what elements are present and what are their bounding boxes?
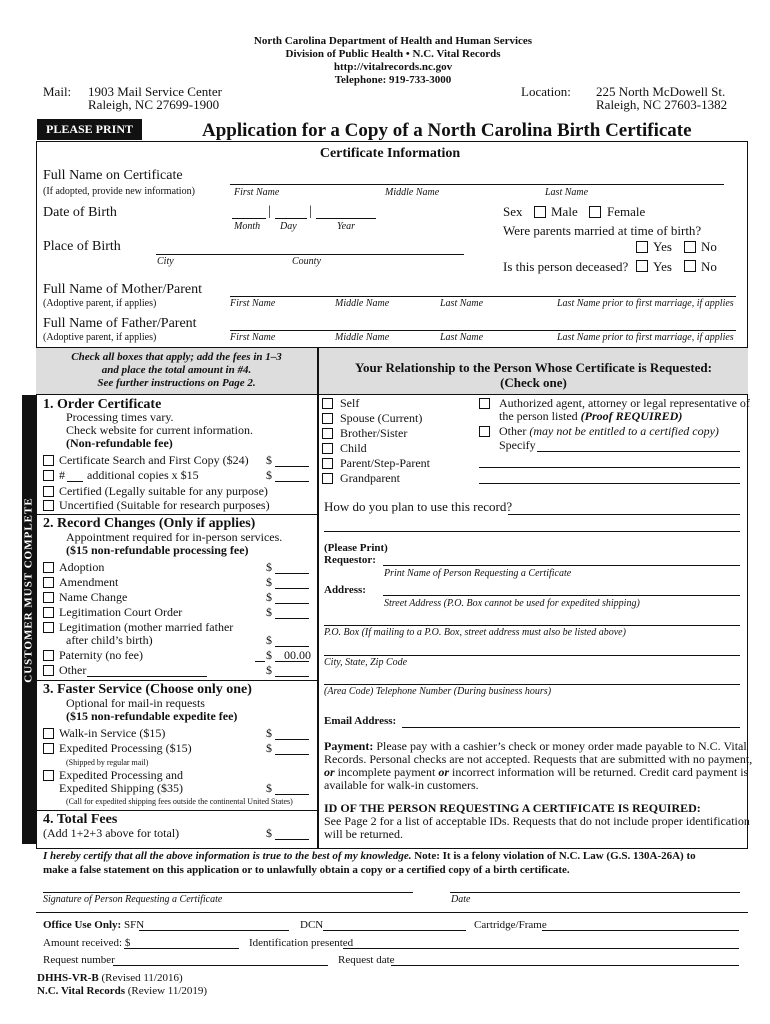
payment-text-4: available for walk-in customers. bbox=[324, 778, 479, 792]
county-hint: County bbox=[292, 256, 321, 267]
relationship-heading-bottom bbox=[319, 394, 748, 395]
name-change-dollar: $ bbox=[266, 590, 272, 604]
full-name-input[interactable] bbox=[230, 184, 724, 185]
payment-text-2: Records. Personal checks are not accepted. Requests that are submitted with no payment, bbox=[324, 752, 753, 766]
dob-year-input[interactable] bbox=[316, 218, 376, 219]
record-note-1: Appointment required for in-person services. bbox=[66, 530, 283, 544]
rel-sibling-checkbox[interactable] bbox=[322, 428, 333, 439]
rel-spouse-checkbox[interactable] bbox=[322, 413, 333, 424]
total-fees-amount[interactable] bbox=[275, 839, 309, 840]
amendment-checkbox[interactable] bbox=[43, 577, 54, 588]
deceased-yes-checkbox[interactable] bbox=[636, 260, 648, 272]
sfn-input[interactable] bbox=[139, 930, 289, 931]
please-print-badge: PLEASE PRINT bbox=[37, 119, 142, 140]
name-change-amount[interactable] bbox=[275, 603, 309, 604]
expedited-processing-amount[interactable] bbox=[275, 754, 309, 755]
id-text-2: will be returned. bbox=[324, 827, 403, 841]
deceased-question: Is this person deceased? bbox=[503, 259, 629, 274]
payment-or-2: or bbox=[438, 765, 449, 779]
pobox-input[interactable] bbox=[324, 625, 740, 626]
office-line-1 bbox=[43, 919, 144, 932]
middle-name-hint: Middle Name bbox=[385, 187, 440, 198]
father-first-hint: First Name bbox=[230, 332, 276, 343]
adoption-label: Adoption bbox=[59, 560, 105, 574]
legitimation-checkbox[interactable] bbox=[43, 622, 54, 633]
record-use-line-2[interactable] bbox=[324, 531, 740, 532]
amendment-label: Amendment bbox=[59, 575, 119, 589]
requestor-name-hint: Print Name of Person Requesting a Certificate bbox=[384, 568, 572, 579]
city-hint: City bbox=[157, 256, 174, 267]
other-change-input[interactable] bbox=[87, 676, 207, 677]
rel-self-checkbox[interactable] bbox=[322, 398, 333, 409]
mother-last-prior-hint: Last Name prior to first marriage, if applies bbox=[557, 298, 734, 309]
mother-name-input[interactable] bbox=[230, 296, 736, 297]
married-no-label: No bbox=[701, 239, 717, 254]
mother-first-hint: First Name bbox=[230, 298, 276, 309]
form-revised: (Revised 11/2016) bbox=[98, 972, 183, 984]
id-text-1: See Page 2 for a list of acceptable IDs. Requests that do not include proper identification bbox=[324, 814, 750, 828]
female-label: Female bbox=[607, 204, 646, 219]
last-name-hint: Last Name bbox=[545, 187, 589, 198]
certificate-info-heading: Certificate Information bbox=[319, 146, 461, 161]
total-fees-heading: 4. Total Fees bbox=[43, 812, 118, 827]
rel-agent-proof: (Proof REQUIRED) bbox=[580, 409, 683, 423]
dept-name: North Carolina Department of Health and Human Services bbox=[253, 35, 533, 47]
deceased-yes-label: Yes bbox=[653, 259, 672, 274]
rel-agent-text: the person listed bbox=[499, 409, 581, 423]
id-presented-input[interactable] bbox=[343, 948, 739, 949]
rel-grandparent-checkbox[interactable] bbox=[322, 473, 333, 484]
total-fees-note: (Add 1+2+3 above for total) bbox=[43, 826, 180, 840]
mother-note: (Adoptive parent, if applies) bbox=[43, 298, 157, 309]
request-number-input[interactable] bbox=[113, 965, 328, 966]
order-heading: 1. Order Certificate bbox=[43, 397, 162, 412]
other-change-dollar: $ bbox=[266, 663, 272, 677]
copies-count-input[interactable] bbox=[67, 481, 83, 482]
request-date-input[interactable] bbox=[391, 965, 739, 966]
certify-line-2: make a false statement on this application or to unlawfully obtain a copy or a certified copy of a birth certificate. bbox=[43, 864, 570, 876]
order-note-1: Processing times vary. bbox=[66, 410, 174, 424]
father-last-hint: Last Name bbox=[440, 332, 484, 343]
rel-other-label bbox=[499, 425, 719, 439]
cartridge-label: Cartridge/Frame bbox=[474, 919, 547, 931]
record-note-2: ($15 non-refundable processing fee) bbox=[66, 543, 249, 557]
street-address-hint: Street Address (P.O. Box cannot be used for expedited shipping) bbox=[384, 598, 640, 609]
amount-received-label: Amount received: $ bbox=[43, 937, 131, 949]
rel-sibling-label: Brother/Sister bbox=[340, 426, 408, 440]
website-link[interactable]: http://vitalrecords.nc.gov bbox=[333, 61, 453, 73]
telephone-input[interactable] bbox=[324, 684, 740, 685]
name-change-label: Name Change bbox=[59, 590, 128, 604]
father-name-input[interactable] bbox=[230, 330, 736, 331]
rel-self-label: Self bbox=[340, 396, 360, 410]
rel-parent-label: Parent/Step-Parent bbox=[340, 456, 430, 470]
form-review bbox=[37, 985, 207, 998]
request-date-label: Request date bbox=[338, 954, 395, 966]
telephone: Telephone: 919-733-3000 bbox=[334, 74, 452, 86]
date-hint: Date bbox=[451, 894, 471, 905]
requestor-please-print: (Please Print) bbox=[324, 542, 388, 554]
customer-must-complete-label: CUSTOMER MUST COMPLETE bbox=[22, 497, 35, 683]
payment-label: Payment: bbox=[324, 739, 374, 753]
father-last-prior-hint: Last Name prior to first marriage, if applies bbox=[557, 332, 734, 343]
cartridge-input[interactable] bbox=[542, 930, 739, 931]
first-name-hint: First Name bbox=[234, 187, 280, 198]
rel-agent-checkbox[interactable] bbox=[479, 398, 490, 409]
record-use-input[interactable] bbox=[508, 514, 740, 515]
city-state-zip-input[interactable] bbox=[324, 655, 740, 656]
telephone-hint: (Area Code) Telephone Number (During business hours) bbox=[324, 686, 552, 697]
paternity-dollar: $ bbox=[266, 648, 272, 662]
faster-service-heading: 3. Faster Service (Choose only one) bbox=[43, 682, 252, 697]
married-no-checkbox[interactable] bbox=[684, 241, 696, 253]
record-changes-heading: 2. Record Changes (Only if applies) bbox=[43, 516, 256, 531]
form-org: N.C. Vital Records bbox=[37, 985, 125, 997]
location-line1: 225 North McDowell St. bbox=[596, 84, 726, 99]
form-review-date: (Review 11/2019) bbox=[125, 985, 208, 997]
mother-last-hint: Last Name bbox=[440, 298, 484, 309]
legitimation-label-2: after child’s birth) bbox=[66, 633, 153, 647]
order-note-2: Check website for current information. bbox=[66, 423, 253, 437]
payment-text-1: Please pay with a cashier’s check or money order made payable to N.C. Vital bbox=[373, 739, 747, 753]
expedited-processing-label: Expedited Processing ($15) bbox=[59, 741, 192, 755]
day-hint: Day bbox=[280, 221, 297, 232]
copies-hash: # bbox=[59, 468, 65, 482]
rel-specify-input[interactable] bbox=[537, 451, 740, 452]
expedited-shipping-dollar: $ bbox=[266, 781, 272, 795]
email-input[interactable] bbox=[402, 727, 740, 728]
sex-female-checkbox[interactable] bbox=[589, 206, 601, 218]
married-yes-checkbox[interactable] bbox=[636, 241, 648, 253]
dcn-label: DCN bbox=[300, 919, 324, 931]
mother-middle-hint: Middle Name bbox=[335, 298, 390, 309]
fees-instruction-3: See further instructions on Page 2. bbox=[97, 377, 256, 389]
rel-specify-line-3[interactable] bbox=[479, 483, 740, 484]
additional-copies-amount[interactable] bbox=[275, 481, 309, 482]
payment-text-3d: incorrect information will be returned. Credit card payment is bbox=[448, 765, 749, 779]
sex-male-checkbox[interactable] bbox=[534, 206, 546, 218]
date-input[interactable] bbox=[450, 892, 740, 893]
legitimation-court-dollar: $ bbox=[266, 605, 272, 619]
total-fees-dollar: $ bbox=[266, 826, 272, 840]
mail-line1: 1903 Mail Service Center bbox=[88, 84, 222, 99]
amount-received-input[interactable] bbox=[124, 948, 239, 949]
expedited-shipping-label-2: Expedited Shipping ($35) bbox=[59, 781, 183, 795]
additional-copies-checkbox[interactable] bbox=[43, 470, 54, 481]
rel-spouse-label: Spouse (Current) bbox=[340, 411, 423, 425]
location-label: Location: bbox=[521, 84, 571, 99]
full-name-label: Full Name on Certificate bbox=[43, 168, 183, 183]
other-change-checkbox[interactable] bbox=[43, 665, 54, 676]
sfn-label: SFN bbox=[121, 919, 145, 931]
certify-statement: I hereby certify that all the above information is true to the best of my knowledge. bbox=[43, 850, 412, 862]
fees-instruction-bottom bbox=[36, 394, 317, 395]
rel-child-label: Child bbox=[340, 441, 367, 455]
payment-text-3b: incomplete payment bbox=[334, 765, 439, 779]
fees-instruction-2: and place the total amount in #4. bbox=[101, 364, 252, 376]
mail-line2: Raleigh, NC 27699-1900 bbox=[88, 97, 220, 112]
place-of-birth-input[interactable] bbox=[156, 254, 464, 255]
requestor-name-input[interactable] bbox=[383, 565, 740, 566]
dob-label: Date of Birth bbox=[43, 205, 117, 220]
faster-note-2: ($15 non-refundable expedite fee) bbox=[66, 709, 238, 723]
deceased-no-checkbox[interactable] bbox=[684, 260, 696, 272]
place-of-birth-label: Place of Birth bbox=[43, 239, 121, 254]
rel-other-text: Other bbox=[499, 424, 530, 438]
address-label: Address: bbox=[324, 584, 366, 596]
rel-child-checkbox[interactable] bbox=[322, 443, 333, 454]
email-label: Email Address: bbox=[324, 715, 397, 727]
expedited-shipping-checkbox[interactable] bbox=[43, 770, 54, 781]
expedited-shipping-label-1: Expedited Processing and bbox=[59, 768, 183, 782]
dob-day-input[interactable] bbox=[275, 218, 307, 219]
pobox-hint: P.O. Box (If mailing to a P.O. Box, street address must also be listed above) bbox=[324, 627, 626, 638]
adoption-dollar: $ bbox=[266, 560, 272, 574]
certify-note: Note: It is a felony violation of N.C. Law (G.S. 130A-26A) to bbox=[411, 850, 696, 862]
adoption-checkbox[interactable] bbox=[43, 562, 54, 573]
uncertified-label: Uncertified (Suitable for research purposes) bbox=[59, 498, 270, 512]
regular-mail-note: (Shipped by regular mail) bbox=[66, 758, 149, 767]
id-heading: ID OF THE PERSON REQUESTING A CERTIFICATE IS REQUIRED: bbox=[324, 801, 701, 815]
record-section-bottom bbox=[36, 680, 317, 681]
mail-label: Mail: bbox=[43, 84, 72, 99]
payment-or-1: or bbox=[324, 765, 335, 779]
married-yes-label: Yes bbox=[653, 239, 672, 254]
rel-agent-label-2 bbox=[499, 410, 682, 424]
adoption-amount[interactable] bbox=[275, 573, 309, 574]
certified-label: Certified (Legally suitable for any purpose) bbox=[59, 484, 268, 498]
dob-separator-1: | bbox=[268, 204, 271, 219]
shipping-fee-note: (Call for expedited shipping fees outside the continental United States) bbox=[66, 797, 293, 806]
fees-instruction-1: Check all boxes that apply; add the fees in 1–3 bbox=[71, 351, 282, 363]
column-divider bbox=[317, 348, 319, 849]
dcn-input[interactable] bbox=[323, 930, 466, 931]
rel-specify-label: Specify bbox=[499, 438, 536, 452]
father-note: (Adoptive parent, if applies) bbox=[43, 332, 157, 343]
legitimation-dollar: $ bbox=[266, 633, 272, 647]
signature-input[interactable] bbox=[43, 892, 413, 893]
paternity-label: Paternity (no fee) bbox=[59, 648, 143, 662]
form-number-id: DHHS-VR-B bbox=[37, 972, 99, 984]
location-line2: Raleigh, NC 27603-1382 bbox=[596, 97, 728, 112]
paternity-amount: 00.00 bbox=[284, 648, 311, 662]
legitimation-court-checkbox[interactable] bbox=[43, 607, 54, 618]
legitimation-label-1: Legitimation (mother married father bbox=[59, 620, 234, 634]
dob-month-input[interactable] bbox=[232, 218, 266, 219]
walk-in-label: Walk-in Service ($15) bbox=[59, 726, 166, 740]
father-middle-hint: Middle Name bbox=[335, 332, 390, 343]
walk-in-dollar: $ bbox=[266, 726, 272, 740]
other-change-amount[interactable] bbox=[275, 676, 309, 677]
name-change-checkbox[interactable] bbox=[43, 592, 54, 603]
city-state-zip-hint: City, State, Zip Code bbox=[324, 657, 408, 668]
search-copy-checkbox[interactable] bbox=[43, 455, 54, 466]
office-use-label: Office Use Only: bbox=[43, 919, 122, 931]
year-hint: Year bbox=[337, 221, 355, 232]
full-name-note: (If adopted, provide new information) bbox=[43, 186, 195, 197]
uncertified-checkbox[interactable] bbox=[43, 500, 54, 511]
faster-section-bottom bbox=[36, 810, 317, 811]
record-use-question: How do you plan to use this record? bbox=[324, 499, 513, 514]
page-title: Application for a Copy of a North Carolina Birth Certificate bbox=[202, 120, 692, 141]
rel-specify-line-2[interactable] bbox=[479, 467, 740, 468]
walk-in-checkbox[interactable] bbox=[43, 728, 54, 739]
rel-parent-checkbox[interactable] bbox=[322, 458, 333, 469]
expedited-shipping-amount[interactable] bbox=[275, 794, 309, 795]
certify-top-line bbox=[36, 848, 748, 849]
rel-grandparent-label: Grandparent bbox=[340, 471, 400, 485]
parents-married-question: Were parents married at time of birth? bbox=[503, 223, 702, 238]
request-number-label: Request number bbox=[43, 954, 115, 966]
expedited-processing-dollar: $ bbox=[266, 741, 272, 755]
walk-in-amount[interactable] bbox=[275, 739, 309, 740]
search-copy-label: Certificate Search and First Copy ($24) bbox=[59, 453, 249, 467]
legitimation-amount[interactable] bbox=[275, 646, 309, 647]
amendment-dollar: $ bbox=[266, 575, 272, 589]
additional-copies-label: additional copies x $15 bbox=[87, 468, 199, 482]
month-hint: Month bbox=[234, 221, 261, 232]
requestor-label: Requestor: bbox=[324, 554, 376, 566]
division-name: Division of Public Health • N.C. Vital Records bbox=[285, 48, 501, 60]
paternity-dollar-underline bbox=[255, 661, 265, 662]
search-copy-amount[interactable] bbox=[275, 466, 309, 467]
mother-name-label: Full Name of Mother/Parent bbox=[43, 282, 203, 297]
male-label: Male bbox=[551, 204, 578, 219]
relationship-heading-2: (Check one) bbox=[500, 375, 567, 390]
id-presented-label: Identification presented bbox=[249, 937, 354, 949]
order-note-3: (Non-refundable fee) bbox=[66, 436, 173, 450]
other-change-label: Other bbox=[59, 663, 87, 677]
office-top-line bbox=[36, 912, 748, 913]
certify-line-1 bbox=[43, 850, 696, 863]
faster-note-1: Optional for mail-in requests bbox=[66, 696, 205, 710]
rel-agent-label-1: Authorized agent, attorney or legal representative of bbox=[499, 396, 750, 410]
amendment-amount[interactable] bbox=[275, 588, 309, 589]
form-number bbox=[37, 972, 183, 985]
legitimation-court-amount[interactable] bbox=[275, 618, 309, 619]
street-address-input[interactable] bbox=[383, 595, 740, 596]
relationship-heading: Your Relationship to the Person Whose Certificate is Requested: bbox=[355, 360, 712, 375]
sex-label: Sex bbox=[503, 204, 523, 219]
father-name-label: Full Name of Father/Parent bbox=[43, 316, 197, 331]
order-section-bottom bbox=[36, 514, 317, 515]
deceased-no-label: No bbox=[701, 259, 717, 274]
legitimation-court-label: Legitimation Court Order bbox=[59, 605, 183, 619]
certified-checkbox[interactable] bbox=[43, 486, 54, 497]
rel-other-note: (may not be entitled to a certified copy) bbox=[529, 424, 719, 438]
dob-separator-2: | bbox=[309, 204, 312, 219]
rel-other-checkbox[interactable] bbox=[479, 426, 490, 437]
additional-copies-dollar: $ bbox=[266, 468, 272, 482]
expedited-processing-checkbox[interactable] bbox=[43, 743, 54, 754]
signature-hint: Signature of Person Requesting a Certificate bbox=[43, 894, 223, 905]
paternity-checkbox[interactable] bbox=[43, 650, 54, 661]
search-copy-dollar: $ bbox=[266, 453, 272, 467]
